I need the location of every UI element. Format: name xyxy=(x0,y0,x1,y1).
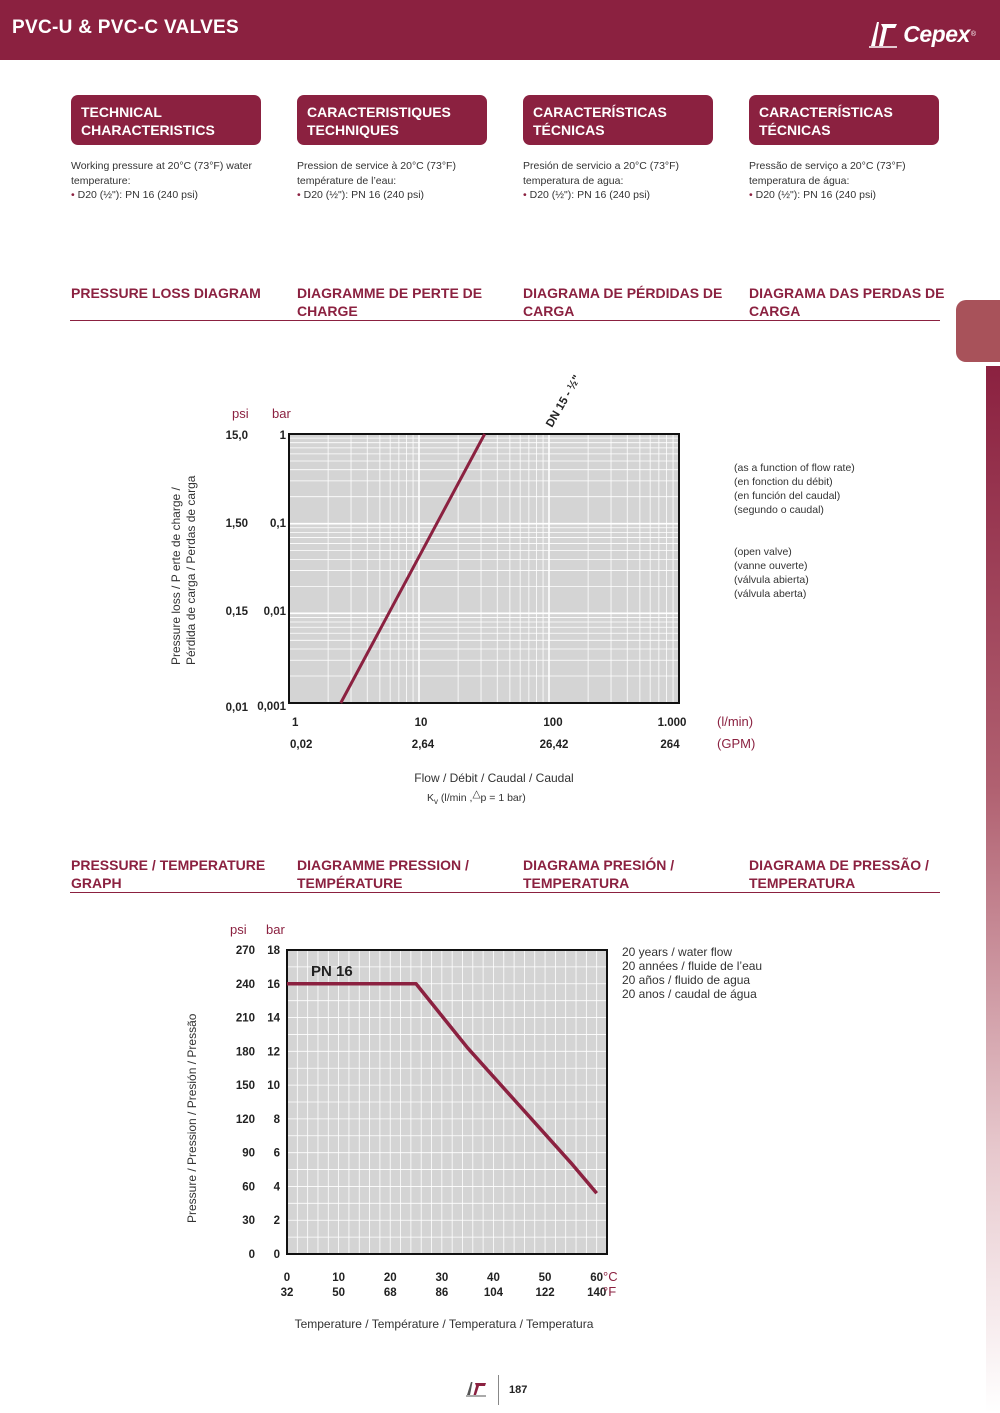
pt-ytick-psi: 0 xyxy=(248,1249,255,1261)
tech-heading-en: TECHNICAL CHARACTERISTICS xyxy=(71,95,261,145)
pt-note-2: 20 años / fluido de agua xyxy=(622,973,751,987)
pt-note-0: 20 years / water flow xyxy=(622,945,733,959)
pl-note-2-2: (válvula abierta) xyxy=(734,574,809,586)
pl-ytick-bar-2: 0,01 xyxy=(263,606,286,618)
page-footer xyxy=(466,1375,527,1405)
pl-y-unit-bar: bar xyxy=(272,406,291,421)
tech-text-en: Working pressure at 20°C (73°F) water temperature: • D20 (½"): PN 16 (240 psi) xyxy=(71,160,252,201)
pl-ytick-psi-3: 0,01 xyxy=(225,702,248,714)
pt-xtick-f: 32 xyxy=(280,1287,294,1299)
pl-xtick-lmin-1: 10 xyxy=(414,717,428,729)
tech-heading-fr: CARACTERISTIQUES TECHNIQUES xyxy=(297,95,487,145)
pt-note-1: 20 années / fluide de l’eau xyxy=(622,959,763,973)
pl-x-unit-gpm: (GPM) xyxy=(717,736,756,751)
pt-xtick-c: 40 xyxy=(487,1272,500,1284)
pt-ytick-psi: 240 xyxy=(235,978,255,991)
pt-ytick-bar: 12 xyxy=(267,1046,280,1059)
brand-registered: ® xyxy=(970,30,976,38)
pt-ytick-bar: 8 xyxy=(273,1113,280,1126)
pl-x-label: Flow / Débit / Caudal / Caudal xyxy=(414,771,574,785)
pt-ytick-psi: 150 xyxy=(235,1080,255,1093)
header-bar xyxy=(0,0,1000,60)
page-number: 187 xyxy=(509,1384,528,1396)
pt-xtick-f: 86 xyxy=(435,1287,449,1299)
pl-heading-es: DIAGRAMA DE PÉRDIDAS DE CARGA xyxy=(523,285,723,319)
pl-note-2-0: (open valve) xyxy=(734,546,792,558)
pl-xtick-gpm-0: 0,02 xyxy=(290,739,313,751)
pt-y-unit-psi: psi xyxy=(230,922,247,937)
tech-heading-pt: CARACTERÍSTICAS TÉCNICAS xyxy=(749,95,939,145)
pt-ytick-bar: 14 xyxy=(267,1012,280,1025)
pressure-temperature-chart xyxy=(0,905,1000,1345)
pt-xtick-f: 68 xyxy=(383,1287,397,1299)
pl-heading-fr: DIAGRAMME DE PERTE DE CHARGE xyxy=(297,285,483,319)
pt-ytick-bar: 10 xyxy=(267,1080,280,1093)
pl-xtick-gpm-2: 26,42 xyxy=(539,739,569,751)
cepex-logo-icon xyxy=(869,20,899,48)
pl-xtick-gpm-1: 2,64 xyxy=(411,739,435,751)
pt-ytick-psi: 120 xyxy=(235,1113,255,1126)
pt-x-label: Temperature / Température / Temperatura / Temperatura xyxy=(294,1317,594,1331)
tech-text-pt: Pressão de serviço a 20°C (73°F) temperatura de água: • D20 (½"): PN 16 (240 psi) xyxy=(749,160,906,201)
pl-heading-en: PRESSURE LOSS DIAGRAM xyxy=(71,285,261,301)
pt-xtick-f: 122 xyxy=(535,1287,555,1299)
pl-x-unit-lmin: (l/min) xyxy=(717,714,754,729)
pt-series-label: PN 16 xyxy=(311,963,353,980)
pl-xtick-lmin-3: 1.000 xyxy=(657,717,687,729)
pt-heading-pt: DIAGRAMA DE PRESSÃO / TEMPERATURA xyxy=(749,857,929,891)
pt-ytick-bar: 18 xyxy=(267,945,280,957)
pt-xtick-c: 10 xyxy=(332,1272,346,1284)
pl-note-1-3: (segundo o caudal) xyxy=(734,504,824,516)
pt-ytick-psi: 90 xyxy=(242,1147,255,1160)
pt-xtick-c: 60 xyxy=(590,1272,604,1284)
pt-ytick-bar: 16 xyxy=(267,978,280,991)
pt-heading-fr: DIAGRAMME PRESSION / TEMPÉRATURE xyxy=(297,857,469,891)
pl-ytick-psi-0: 15,0 xyxy=(225,430,248,442)
pl-note-1-1: (en fonction du débit) xyxy=(734,476,833,488)
pl-note-1-0: (as a function of flow rate) xyxy=(734,462,855,474)
pt-ytick-bar: 2 xyxy=(273,1215,280,1228)
pl-plot-bg xyxy=(289,434,679,703)
footer-logo-icon xyxy=(466,1379,488,1402)
pt-xtick-f: 140 xyxy=(587,1287,607,1299)
pl-xtick-lmin-2: 100 xyxy=(543,717,563,729)
pl-kv-label: $K_v$ (l/min ,△p = 1 bar) xyxy=(427,788,526,806)
pl-xtick-lmin-0: 1 xyxy=(292,717,299,729)
pl-ytick-bar-1: 0,1 xyxy=(270,518,286,530)
pl-y-label-1: Pressure loss / P erte de charge / xyxy=(169,487,183,665)
pl-ytick-bar-3: 0,001 xyxy=(257,701,286,713)
pl-ytick-psi-1: 1,50 xyxy=(225,518,248,530)
tech-text-es: Presión de servicio a 20°C (73°F) temperatura de agua: • D20 (½"): PN 16 (240 psi) xyxy=(523,160,680,201)
pt-ytick-psi: 60 xyxy=(242,1181,255,1194)
pt-xtick-f: 50 xyxy=(332,1287,346,1299)
pl-note-1-2: (en función del caudal) xyxy=(734,490,841,502)
pt-ytick-bar: 4 xyxy=(273,1181,280,1194)
pt-x-unit-f: °F xyxy=(603,1284,617,1299)
pt-x-unit-c: °C xyxy=(603,1269,618,1284)
pt-xtick-c: 0 xyxy=(283,1272,291,1284)
footer-divider xyxy=(498,1375,499,1405)
pt-ytick-psi: 270 xyxy=(235,945,255,957)
pt-xtick-f: 104 xyxy=(483,1287,504,1299)
pt-ytick-psi: 180 xyxy=(235,1046,255,1059)
pt-heading-es: DIAGRAMA PRESIÓN / TEMPERATURA xyxy=(523,857,675,891)
pl-ytick-psi-2: 0,15 xyxy=(225,606,248,618)
pl-xtick-gpm-3: 264 xyxy=(660,739,680,751)
pt-ytick-bar: 0 xyxy=(273,1249,280,1261)
pt-heading-en: PRESSURE / TEMPERATURE GRAPH xyxy=(71,857,266,891)
pl-y-label-2: Pérdida de carga / Perdas de carga xyxy=(184,475,198,665)
pl-heading-rule xyxy=(70,320,940,321)
pl-heading-pt: DIAGRAMA DAS PERDAS DE CARGA xyxy=(749,285,945,319)
tech-text-fr: Pression de service à 20°C (73°F) température de l’eau: • D20 (½"): PN 16 (240 psi) xyxy=(297,160,456,201)
pt-ytick-psi: 30 xyxy=(242,1215,255,1228)
pt-note-3: 20 anos / caudal de água xyxy=(622,987,757,1001)
pt-xtick-c: 50 xyxy=(538,1272,552,1284)
pl-ytick-bar-0: 1 xyxy=(279,430,286,442)
pt-ytick-psi: 210 xyxy=(235,1012,255,1025)
pl-series-label: DN 15 - ½" xyxy=(544,373,584,430)
pl-note-2-3: (válvula aberta) xyxy=(734,588,807,600)
pt-y-label: Pressure / Pression / Presión / Pressão xyxy=(185,1013,199,1223)
pl-y-unit-psi: psi xyxy=(232,406,249,421)
pt-ytick-bar: 6 xyxy=(273,1147,280,1160)
page-title: PVC-U & PVC-C VALVES xyxy=(12,17,239,38)
brand-name: Cepex xyxy=(903,20,970,47)
pressure-loss-chart xyxy=(0,330,1000,820)
pt-y-unit-bar: bar xyxy=(266,922,285,937)
pt-xtick-c: 30 xyxy=(435,1272,449,1284)
tech-heading-es: CARACTERÍSTICAS TÉCNICAS xyxy=(523,95,713,145)
pl-note-2-1: (vanne ouverte) xyxy=(734,560,808,572)
pt-xtick-c: 20 xyxy=(383,1272,397,1284)
pt-heading-rule xyxy=(70,892,940,893)
brand xyxy=(869,20,976,48)
